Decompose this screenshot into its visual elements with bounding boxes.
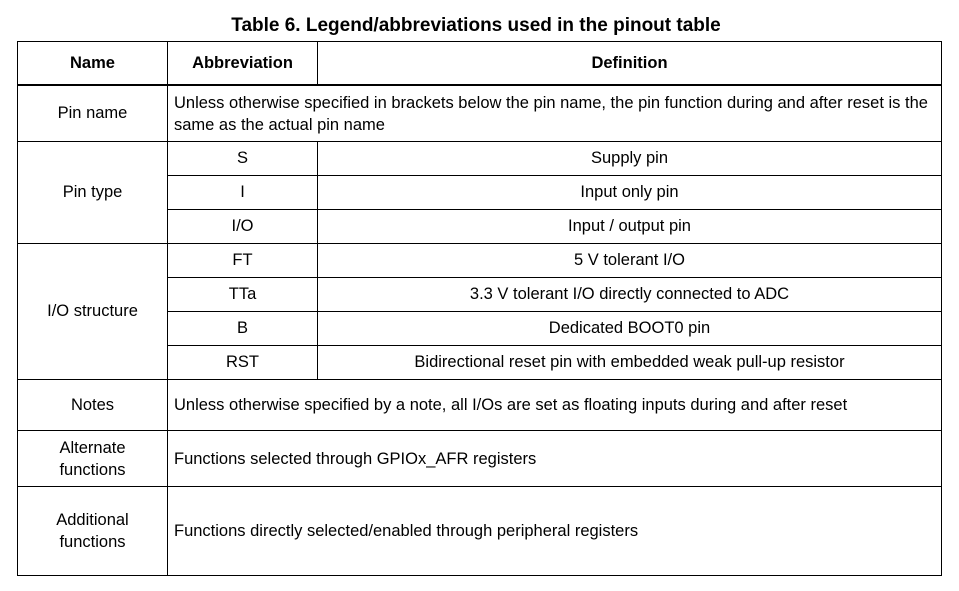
abbr-cell: TTa [168, 278, 318, 312]
header-name: Name [18, 42, 168, 86]
abbr-cell: B [168, 312, 318, 346]
table-row [18, 244, 942, 278]
header-definition: Definition [318, 42, 942, 86]
row-name-io-structure: I/O structure [18, 244, 168, 380]
header-row [18, 42, 942, 86]
definition-cell: Dedicated BOOT0 pin [318, 312, 942, 346]
table-row [18, 142, 942, 176]
definition-cell: Input / output pin [318, 210, 942, 244]
abbr-cell: I [168, 176, 318, 210]
definition-cell: Input only pin [318, 176, 942, 210]
row-definition-pin-name: Unless otherwise specified in brackets below the pin name, the pin function during and after reset is the same as the actual pin name [168, 85, 942, 142]
header-abbreviation: Abbreviation [168, 42, 318, 86]
table-row [18, 487, 942, 576]
definition-cell: 3.3 V tolerant I/O directly connected to ADC [318, 278, 942, 312]
row-definition-notes: Unless otherwise specified by a note, all I/Os are set as floating inputs during and after reset [168, 380, 942, 431]
abbr-cell: RST [168, 346, 318, 380]
table-title: Table 6. Legend/abbreviations used in the pinout table [231, 15, 721, 36]
row-name-alternate-functions [18, 431, 168, 487]
row-name-pin-name: Pin name [18, 85, 168, 142]
name-line: Additional [56, 511, 129, 529]
abbr-cell: I/O [168, 210, 318, 244]
legend-table [17, 41, 942, 576]
row-definition-additional-functions: Functions directly selected/enabled through peripheral registers [168, 487, 942, 576]
row-definition-alternate-functions: Functions selected through GPIOx_AFR registers [168, 431, 942, 487]
table-row [18, 85, 942, 142]
table-row [18, 380, 942, 431]
name-line: functions [59, 533, 126, 551]
definition-cell: Supply pin [318, 142, 942, 176]
definition-cell: Bidirectional reset pin with embedded weak pull-up resistor [318, 346, 942, 380]
row-name-notes: Notes [18, 380, 168, 431]
row-name-pin-type: Pin type [18, 142, 168, 244]
row-name-additional-functions [18, 487, 168, 576]
table-row [18, 431, 942, 487]
definition-cell: 5 V tolerant I/O [318, 244, 942, 278]
abbr-cell: S [168, 142, 318, 176]
name-line: functions [59, 460, 126, 479]
abbr-cell: FT [168, 244, 318, 278]
name-line: Alternate [59, 438, 126, 457]
